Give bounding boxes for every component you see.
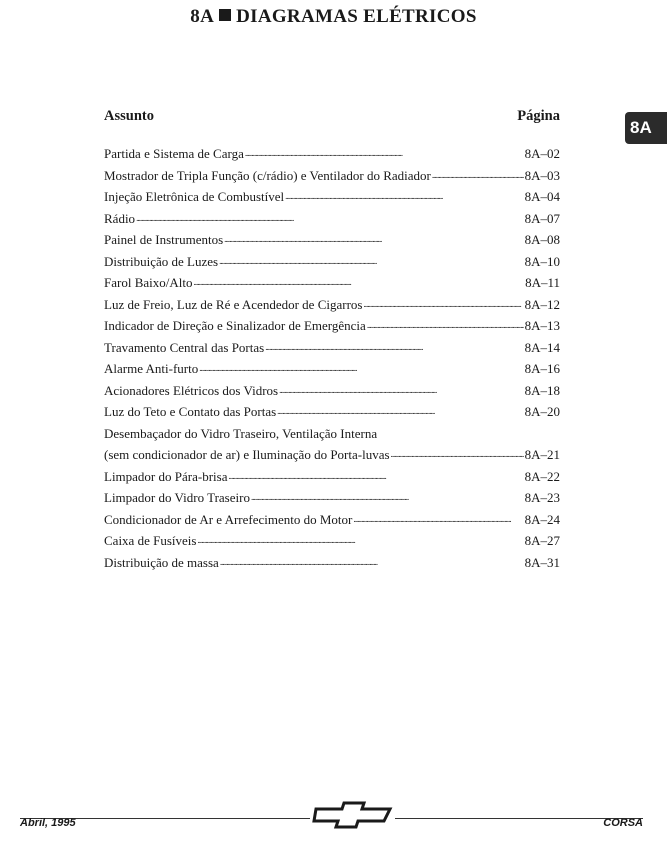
toc-entry-page: 8A–04 [524,189,560,204]
section-title: DIAGRAMAS ELÉTRICOS [236,6,477,27]
toc-entry-page: 8A–08 [524,232,560,247]
toc-entry-row [104,509,560,531]
toc-entry [104,337,560,359]
toc-entry [104,487,560,509]
toc-entry-page: 8A–13 [524,318,560,333]
toc-entry-row [104,487,560,509]
footer-model: CORSA [603,817,643,829]
dot-leader [391,446,524,459]
page-title [0,6,667,28]
toc-entry [104,208,560,230]
toc-entry [104,466,560,488]
toc-entry-row [104,444,560,466]
toc-entry-page: 8A–27 [524,533,560,548]
toc-entry-label: Painel de Instrumentos [104,232,224,247]
dot-leader [219,253,524,266]
toc-entry-page: 8A–07 [524,210,560,226]
dot-leader [199,360,523,373]
section-tab: 8A [625,112,667,144]
toc-entry-label: Condicionador de Ar e Arrefecimento do Motor [104,511,353,527]
toc-entry-label: Injeção Eletrônica de Combustível [104,189,285,204]
toc-entry-page: 8A–23 [524,490,560,505]
toc-entry-page: 8A–16 [524,361,560,376]
toc-entry-page: 8A–24 [524,511,560,527]
toc-entry-page: 8A–14 [524,339,560,355]
toc-entry-page: 8A–10 [524,253,560,269]
dot-leader [228,468,523,481]
toc-entry-page: 8A–02 [524,146,560,161]
toc-entry-label: Alarme Anti-furto [104,361,199,376]
toc-entry [104,401,560,423]
toc-entry-label-line1: Desembaçador do Vidro Traseiro, Ventilação Interna [104,425,378,441]
dot-leader [279,382,524,395]
toc-entry-label: Distribuição de massa [104,554,219,570]
toc-entry-row [104,272,560,294]
toc-entry-row [104,380,560,402]
toc-entry-label: Caixa de Fusíveis [104,533,197,548]
toc-entry [104,423,560,466]
toc-entry [104,380,560,402]
table-of-contents [104,143,560,573]
toc-entry-label: Limpador do Pára-brisa [104,468,228,484]
toc-entry-label: (sem condicionador de ar) e Iluminação do Porta-luvas [104,447,390,462]
toc-entry-row [104,229,560,251]
toc-entry-page: 8A–03 [524,167,560,183]
toc-entry-row [104,552,560,574]
toc-entry-label: Mostrador de Tripla Função (c/rádio) e Ventilador do Radiador [104,167,431,183]
toc-entry [104,165,560,187]
dot-leader [277,403,523,416]
toc-entry [104,251,560,273]
footer-date: Abril, 1995 [20,817,76,829]
section-code: 8A [190,6,215,27]
toc-entry-row [104,294,560,316]
toc-entry [104,552,560,574]
toc-entry [104,315,560,337]
toc-entry-label: Partida e Sistema de Carga [104,146,244,161]
toc-entry-page: 8A–12 [524,296,560,312]
toc-entry-label: Limpador do Vidro Traseiro [104,490,250,505]
toc-entry-row [104,466,560,488]
toc-entry-label: Distribuição de Luzes [104,253,219,269]
toc-entry-page: 8A–31 [524,554,560,570]
toc-entry [104,229,560,251]
square-bullet-icon [219,9,231,21]
toc-entry-label: Luz de Freio, Luz de Ré e Acendedor de Cigarros [104,296,363,312]
dot-leader [136,210,524,223]
dot-leader [265,339,523,352]
toc-entry-label: Indicador de Direção e Sinalizador de Emergência [104,318,366,333]
toc-entry-row [104,337,560,359]
toc-entry-label: Travamento Central das Portas [104,339,265,355]
dot-leader [367,317,524,330]
toc-entry [104,509,560,531]
toc-entry [104,272,560,294]
toc-entry-page: 8A–11 [525,275,560,290]
dot-leader [220,554,524,567]
column-header-subject: Assunto [104,108,154,124]
bowtie-logo-icon [312,800,394,830]
dot-leader [363,296,523,309]
toc-entry-row [104,315,560,337]
dot-leader [245,145,524,158]
toc-entry [104,186,560,208]
toc-entry-row [104,208,560,230]
toc-entry [104,530,560,552]
dot-leader [432,167,524,180]
toc-entry-label: Luz do Teto e Contato das Portas [104,404,277,419]
dot-leader [353,511,523,524]
toc-entry-page: 8A–22 [524,468,560,484]
toc-entry-label: Acionadores Elétricos dos Vidros [104,382,279,398]
toc-entry-row [104,251,560,273]
dot-leader [197,532,523,545]
toc-entry-label: Farol Baixo/Alto [104,275,193,290]
dot-leader [224,231,523,244]
toc-entry [104,143,560,165]
toc-entry-label: Rádio [104,210,136,226]
toc-entry-page: 8A–18 [524,382,560,398]
column-header-page: Página [517,108,560,124]
dot-leader [285,188,523,201]
toc-entry-row [104,165,560,187]
toc-entry-row [104,401,560,423]
toc-entry-row [104,186,560,208]
toc-entry-page: 8A–20 [524,404,560,419]
toc-entry-row [104,143,560,165]
toc-entry-row [104,358,560,380]
dot-leader [251,489,524,502]
dot-leader [193,274,524,287]
toc-entry [104,358,560,380]
toc-entry-row [104,530,560,552]
toc-entry [104,294,560,316]
toc-entry-page: 8A–21 [524,447,560,462]
